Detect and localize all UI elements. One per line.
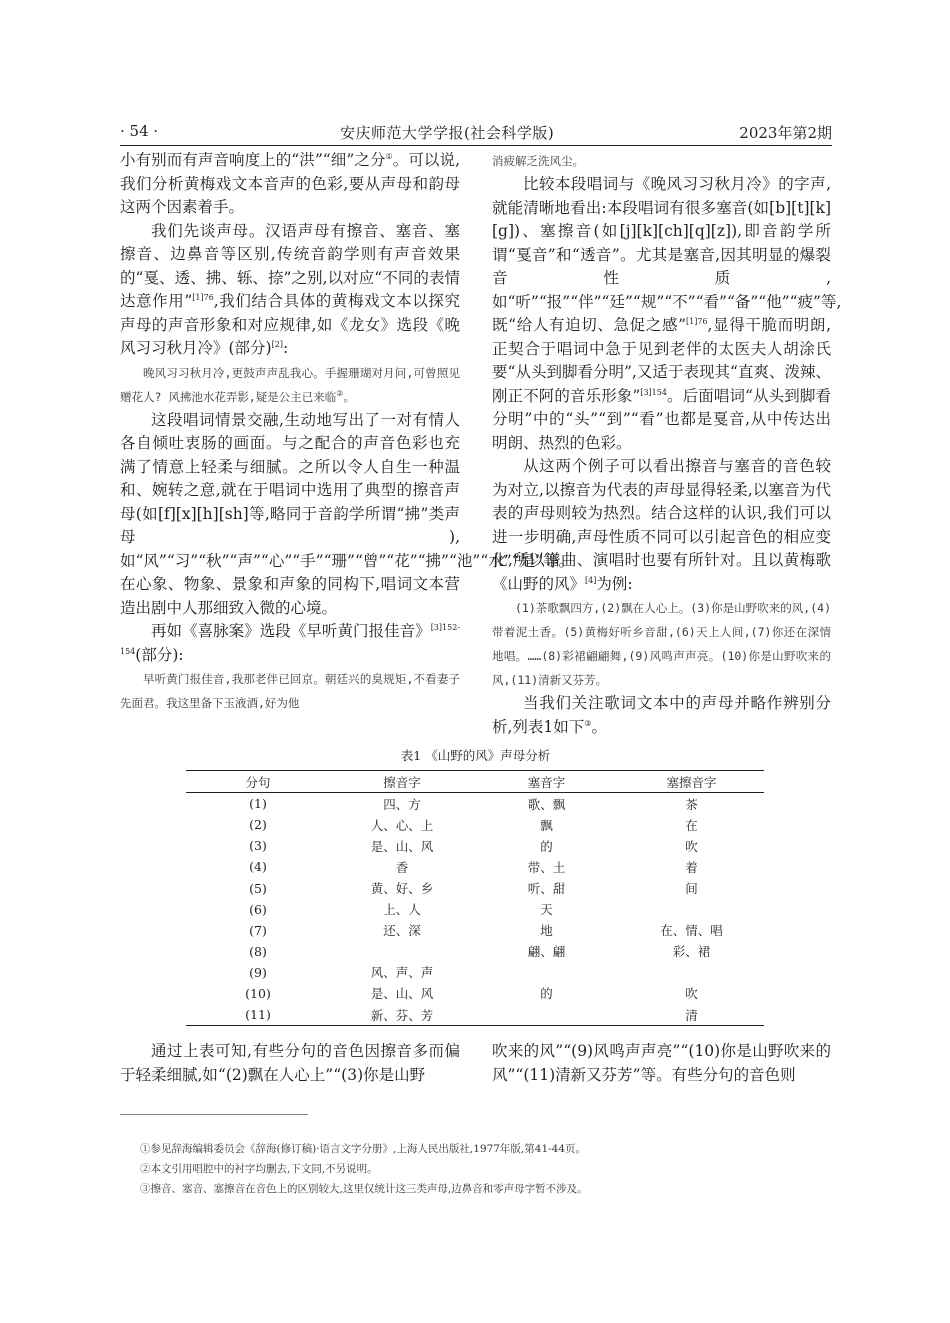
column-header: 擦音字 [383, 774, 421, 790]
lyrics-quote: 早听黄门报佳音,我那老伴已回京。朝廷兴的臭规矩,不看妻子先面君。我这里备下玉液酒,好为他 [120, 672, 460, 710]
table-row [186, 941, 764, 962]
table-cell: 四、方 [383, 796, 421, 812]
table-row [186, 835, 764, 856]
table-cell: 上、人 [383, 902, 421, 918]
table-cell [474, 1004, 619, 1026]
footnote-ref[interactable]: ① [385, 151, 393, 161]
table-cell: 吹 [685, 986, 698, 1002]
table-cell: 的 [540, 838, 553, 854]
paragraph: 小有别而有声音响度上的“洪”“细”之分①。可以说,我们分析黄梅戏文本音声的色彩,要从声母和韵母这两个因素着手。 [120, 151, 461, 216]
column-header: 分句 [245, 774, 271, 790]
paragraph: 再如《喜脉案》选段《早听黄门报佳音》$^{[3]152-154}$(部分): [120, 622, 460, 664]
table-row [186, 856, 764, 877]
footnote-ref[interactable]: ③ [584, 718, 592, 728]
table-row [186, 962, 764, 983]
table-cell: (4) [249, 859, 267, 875]
header-rule [120, 145, 832, 146]
paragraph: 从这两个例子可以看出擦音与塞音的音色较为对立,以擦音为代表的声母显得轻柔,以塞音为代表的声母则较为热烈。结合这样的认识,我们可以进一步明确,声母性质不同可以引起音色的相应变化,所以谱曲、演唱时也要有所针对。且以黄梅歌《山野的风》[4]为例: [492, 457, 831, 593]
paragraph: 通过上表可知,有些分句的音色因擦音多而偏于轻柔细腻,如“(2)飘在人心上”“(3)你是山野 [120, 1042, 460, 1084]
table-cell [330, 941, 474, 962]
table-row [186, 1004, 764, 1026]
table-cell: 翩、翩 [527, 944, 566, 960]
citation-ref[interactable]: [2] [271, 339, 283, 349]
table-cell: 香 [395, 859, 409, 875]
table-cell: (10) [245, 985, 271, 1001]
table-cell: (3) [249, 838, 267, 854]
journal-title: 安庆师范大学学报(社会科学版) [340, 124, 555, 142]
table-cell: (6) [249, 901, 267, 917]
paragraph: 吹来的风”“(9)风鸣声声亮”“(10)你是山野吹来的风”“(11)清新又芬芳”等。有些分句的音色则 [492, 1042, 831, 1084]
table-cell: 人、心、上 [370, 817, 434, 833]
table-cell: 歌、飘 [527, 796, 566, 812]
table-row [186, 899, 764, 920]
table-cell: 在 [685, 817, 698, 833]
table-header-row [186, 771, 764, 793]
table-cell: 飘 [540, 817, 553, 833]
table-cell: 间 [685, 881, 698, 897]
table-cell: (8) [249, 943, 267, 959]
table-cell [619, 899, 764, 920]
table-cell: 在、情、唱 [660, 923, 723, 939]
citation-ref[interactable]: [3]154 [640, 387, 667, 397]
citation-ref[interactable]: [1]76 [192, 292, 214, 302]
paragraph: 这段唱词情景交融,生动地写出了一对有情人各自倾吐衷肠的画面。与之配合的声音色彩也充满了情意上轻柔与细腻。之所以令人自生一种温和、婉转之意,就在于唱词中选用了典型的擦音声母(如[f][x][h][sh]等,略同于音韵学所谓“拂”类声母),如“风”“习”“秋”“声”“心”“手”“珊”“曾”“花”“拂”“池”“水”“是”等。在心象、物象、景象和声象的同构下,唱词文本营造出剧中人那细致入微的心境。 [120, 410, 575, 617]
table-row [186, 983, 764, 1004]
table-row [186, 920, 764, 941]
footnote: ③擦音、塞音、塞擦音在音色上的区别较大,这里仅统计这三类声母,边鼻音和零声母字暂不涉及。 [140, 1183, 588, 1195]
citation-ref[interactable]: [1]76 [686, 316, 708, 326]
table-cell: (11) [245, 1007, 271, 1023]
table-cell: 风、声、声 [370, 965, 434, 981]
table-cell: 的 [540, 986, 553, 1002]
citation-ref[interactable]: [4] [585, 575, 597, 585]
table-cell: 还、深 [383, 923, 421, 939]
bottom-right-column [492, 1040, 831, 1087]
paragraph: 我们先谈声母。汉语声母有擦音、塞音、塞擦音、边鼻音等区别,传统音韵学则有声音效果的“戛、透、拂、轹、捺”之别,以对应“不同的表情达意作用”$^{[1]76}$,我们结合具体的黄梅戏文本以探究声母的声音形象和对应规律,如《龙女》选段《晚风习习秋月冷》(部分)[2]: [120, 221, 460, 357]
table-cell: 是、山、风 [370, 986, 434, 1002]
table-cell: 清 [685, 1007, 698, 1023]
table-cell: 带、土 [527, 859, 566, 875]
lyrics-quote: (1)茶歌飘四方,(2)飘在人心上。(3)你是山野吹来的风,(4)带着泥土香。(5)黄梅好听乡音甜,(6)天上人间,(7)你还在深情地唱。……(8)彩裙翩翩舞,(9)风鸣声声亮。(10)你是山野吹来的风,(11)清新又芬芳。 [492, 601, 831, 687]
table-row [186, 877, 764, 898]
table-cell [474, 962, 619, 983]
table-cell: 天 [540, 902, 553, 918]
table-cell: (2) [249, 817, 267, 833]
table-cell: (9) [249, 964, 267, 980]
footnote: ①参见辞海编辑委员会《辞海(修订稿)·语言文字分册》,上海人民出版社,1977年版,第41-44页。 [140, 1143, 587, 1155]
table-cell: 黄、好、乡 [370, 881, 434, 897]
citation-ref[interactable]: [3]152-154 [120, 622, 460, 656]
table-caption: 表1 《山野的风》声母分析 [400, 748, 551, 763]
lyrics-quote: 晚风习习秋月冷,更鼓声声乱我心。手握珊瑚对月问,可曾照见赠花人? 风拂池水花弄影,疑是公主已来临②。 [120, 365, 460, 404]
table-cell: 听、甜 [527, 881, 566, 897]
table-cell: 吹 [685, 838, 698, 854]
footnote: ②本文引用唱腔中的衬字均删去,下文同,不另说明。 [140, 1163, 378, 1175]
column-header: 塞音字 [527, 774, 566, 790]
table-cell: 着 [685, 859, 698, 875]
footnote-rule [120, 1114, 308, 1115]
table-row [186, 814, 764, 835]
table-cell: (5) [249, 880, 267, 896]
lyrics-quote-continued: 消疲解乏洗风尘。 [492, 154, 584, 168]
table-cell: (1) [249, 796, 267, 812]
table-cell [619, 962, 764, 983]
paragraph: 比较本段唱词与《晚风习习秋月冷》的字声,就能清晰地看出:本段唱词有很多塞音(如[b][t][k][g])、塞擦音(如[j][k][ch][q][z]),即音韵学所谓“戛音”和“透音”。尤其是塞音,因其明显的爆裂音性质,如“听”“报”“伴”“廷”“规”“不”“看”“备”“他”“疲”等,既“给人有迫切、急促之感”$^{[1]76}$,显得干脆而明朗,正契合于唱词中急于见到老伴的太医夫人胡涂氏要“从头到脚看分明”,又适于表现其“直爽、泼辣、刚正不阿的音乐形象”$^{[3]154}$。后面唱词“从头到脚看分明”中的“头”“到”“看”也都是戛音,从中传达出明朗、热烈的色彩。 [492, 175, 842, 452]
table-cell: 新、芬、芳 [370, 1007, 434, 1023]
table-cell: (7) [249, 922, 267, 938]
footnote-ref[interactable]: ② [336, 388, 344, 398]
table-cell: 茶 [685, 796, 698, 812]
right-column [492, 149, 842, 739]
table-cell: 地 [540, 923, 553, 939]
page-number: · 54 · [120, 122, 159, 140]
table-cell: 彩、裙 [672, 944, 711, 960]
table-row [186, 793, 764, 815]
bottom-left-column [120, 1040, 460, 1087]
column-header: 塞擦音字 [666, 774, 717, 790]
initials-table [186, 770, 764, 1026]
table-cell: 是、山、风 [370, 838, 434, 854]
issue-label: 2023年第2期 [739, 124, 832, 142]
paragraph: 当我们关注歌词文本中的声母并略作辨别分析,列表1如下③。 [492, 694, 831, 736]
